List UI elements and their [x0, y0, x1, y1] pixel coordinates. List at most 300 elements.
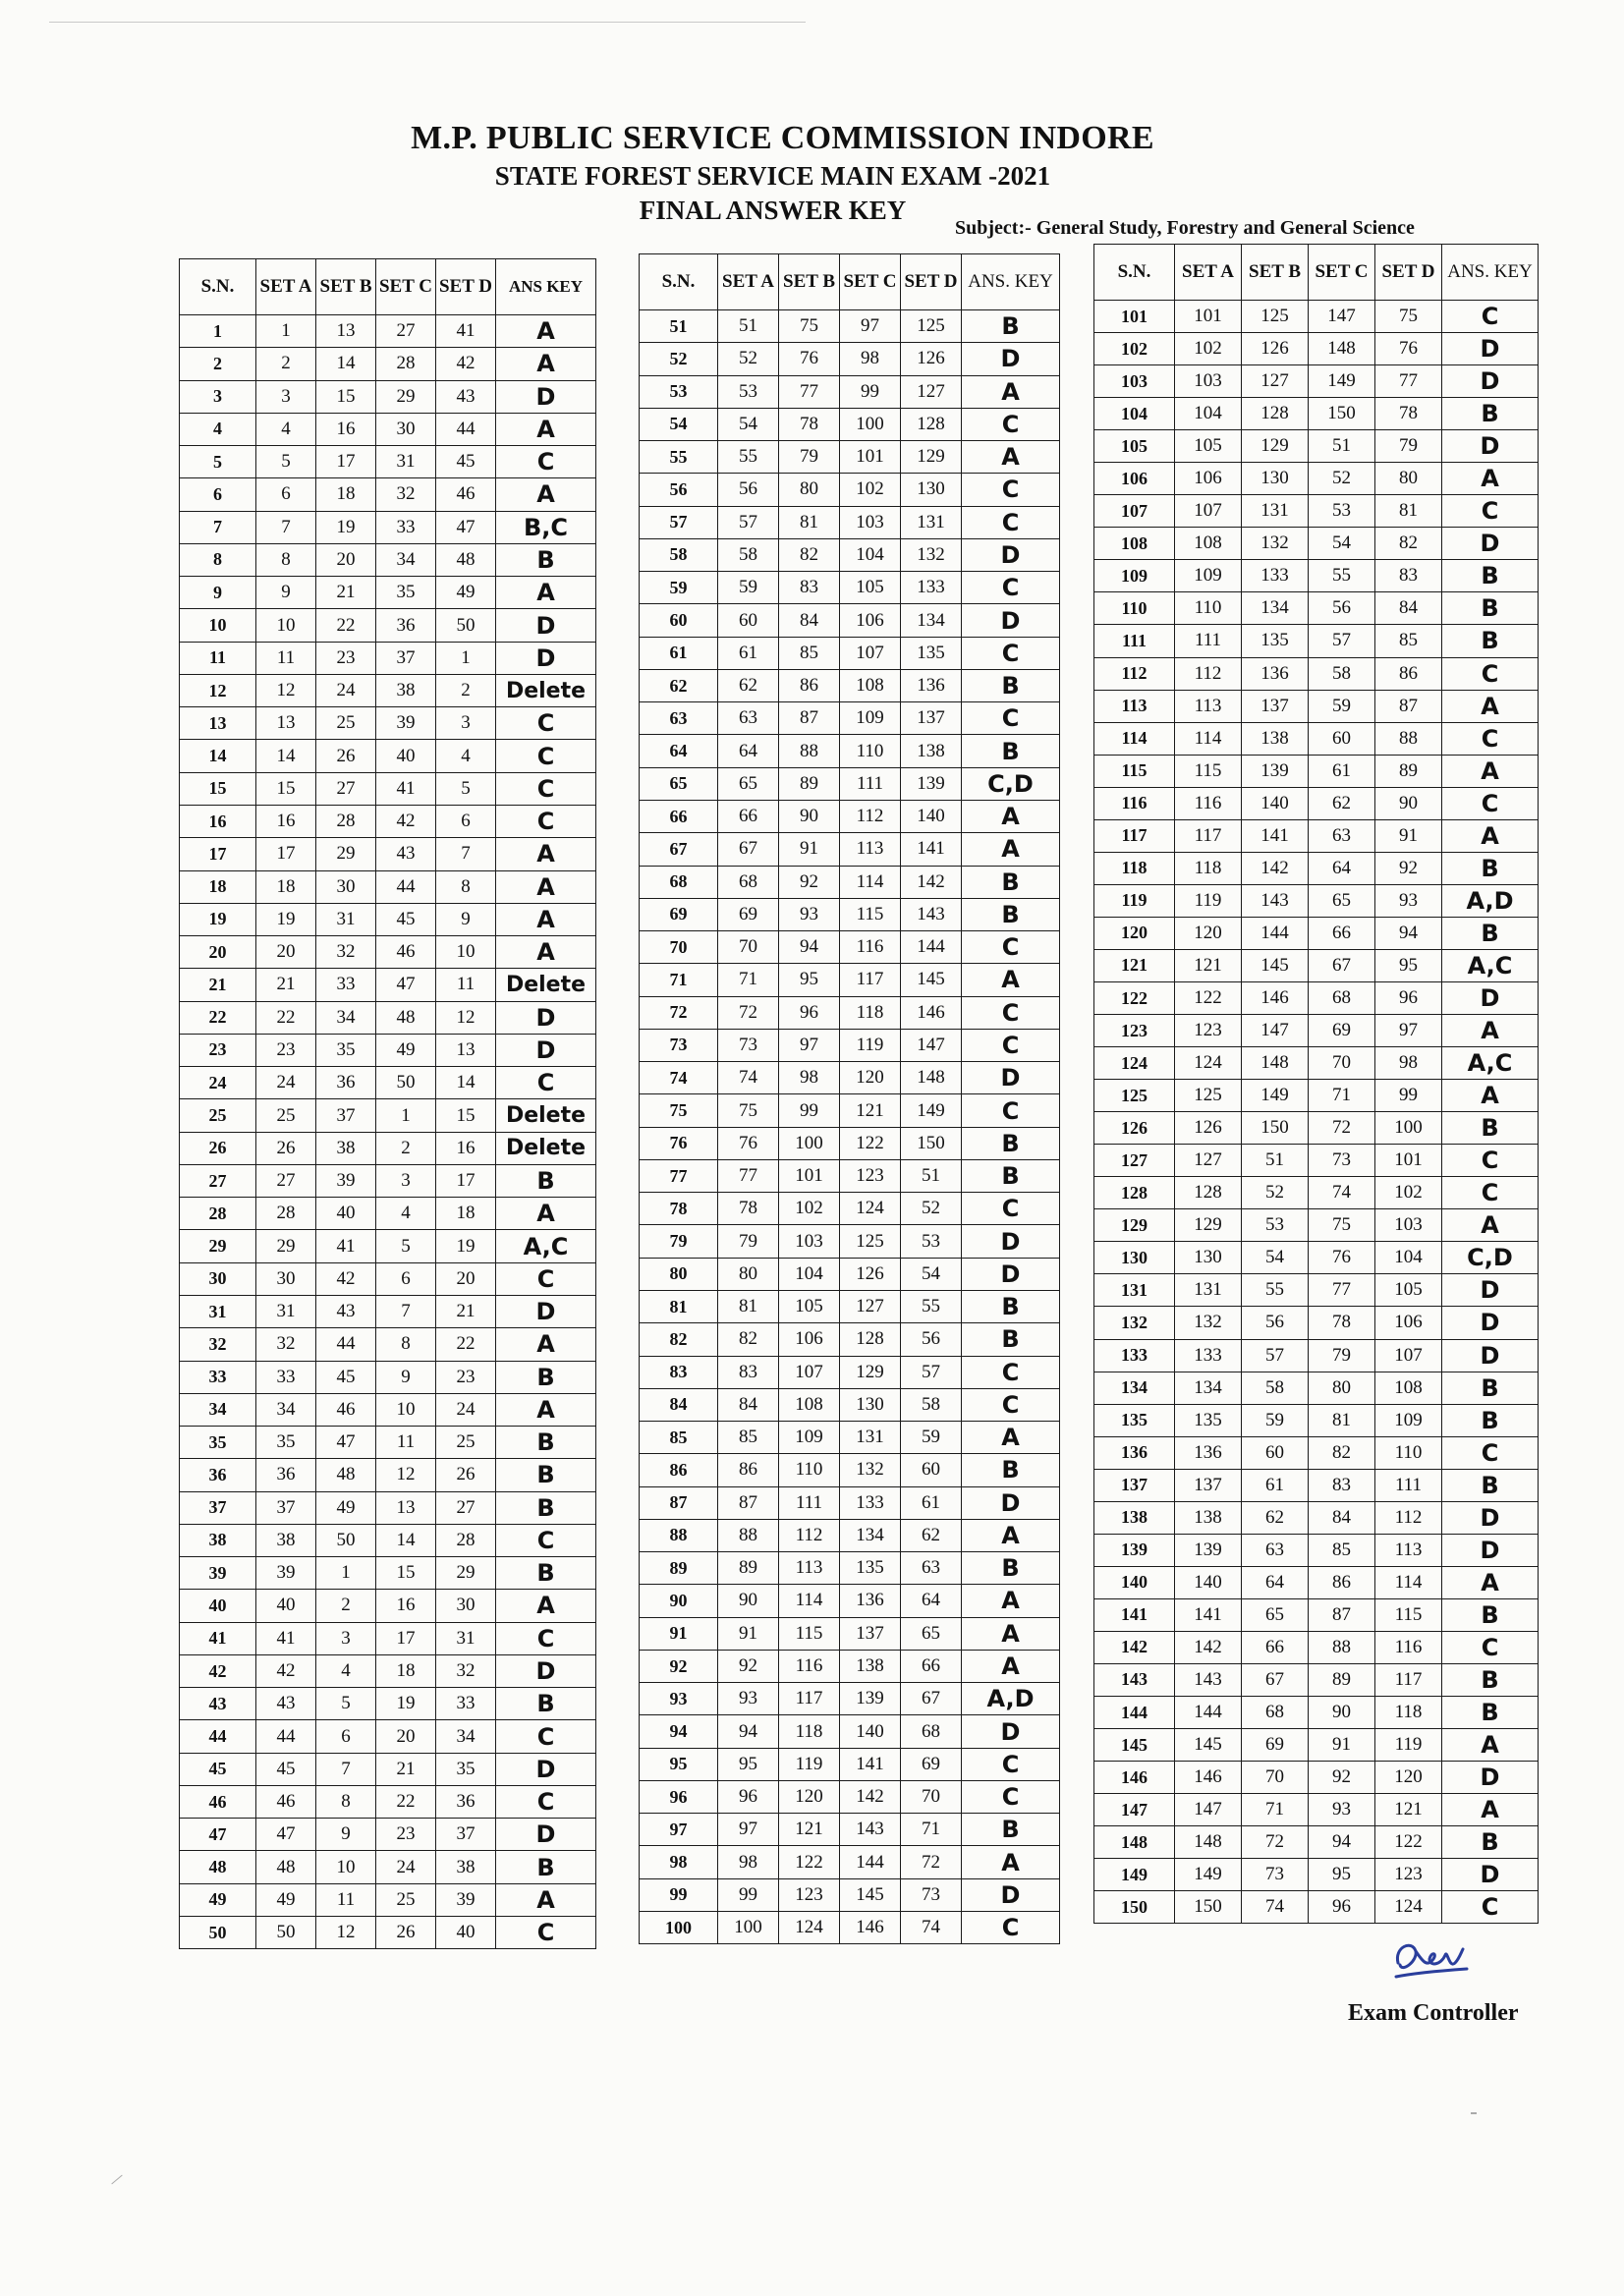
table-row: [640, 375, 1060, 408]
sn-cell: 43: [180, 1688, 256, 1720]
sn-cell: 85: [640, 1422, 718, 1454]
set-a-cell: 45: [256, 1753, 316, 1785]
set-a-cell: 20: [256, 936, 316, 969]
set-d-cell: 125: [901, 310, 962, 343]
set-a-cell: 149: [1175, 1859, 1242, 1891]
answer-cell: B: [496, 1851, 596, 1883]
set-a-cell: 129: [1175, 1209, 1242, 1242]
set-c-cell: 128: [840, 1323, 901, 1356]
set-a-cell: 66: [718, 800, 779, 832]
set-c-cell: 135: [840, 1552, 901, 1585]
set-a-cell: 68: [718, 866, 779, 898]
set-a-cell: 121: [1175, 949, 1242, 981]
answer-cell: A,C: [496, 1230, 596, 1262]
set-d-cell: 92: [1375, 852, 1442, 884]
set-c-cell: 105: [840, 572, 901, 604]
answer-cell: C: [1442, 1436, 1539, 1469]
set-a-cell: 3: [256, 380, 316, 413]
set-b-cell: 135: [1242, 625, 1309, 657]
set-d-cell: 121: [1375, 1794, 1442, 1826]
set-c-cell: 70: [1309, 1047, 1375, 1080]
set-d-cell: 91: [1375, 819, 1442, 852]
set-b-cell: 50: [316, 1524, 376, 1556]
answer-cell: A: [962, 1846, 1060, 1878]
set-c-cell: 65: [1309, 884, 1375, 917]
set-a-cell: 148: [1175, 1826, 1242, 1859]
set-b-cell: 3: [316, 1622, 376, 1654]
set-d-cell: 97: [1375, 1015, 1442, 1047]
signature-mark: [1390, 1933, 1469, 1985]
table-row: [1094, 1339, 1539, 1372]
set-b-cell: 102: [779, 1193, 840, 1225]
sn-cell: 42: [180, 1654, 256, 1687]
sn-cell: 125: [1094, 1080, 1175, 1112]
table-row: [1094, 301, 1539, 333]
answer-cell: D: [496, 1654, 596, 1687]
answer-cell: B: [496, 1557, 596, 1590]
set-b-cell: 20: [316, 543, 376, 576]
set-c-cell: 25: [376, 1883, 436, 1916]
answer-cell: C: [1442, 1177, 1539, 1209]
answer-cell: D: [496, 609, 596, 642]
answer-cell: B: [962, 735, 1060, 767]
sn-cell: 45: [180, 1753, 256, 1785]
set-d-cell: 21: [436, 1295, 496, 1327]
table-row: [640, 1290, 1060, 1322]
answer-cell: B,C: [496, 511, 596, 543]
answer-cell: C: [962, 572, 1060, 604]
set-d-cell: 119: [1375, 1729, 1442, 1762]
set-a-cell: 125: [1175, 1080, 1242, 1112]
set-b-cell: 108: [779, 1388, 840, 1421]
set-b-cell: 115: [779, 1617, 840, 1650]
set-c-cell: 119: [840, 1029, 901, 1061]
set-a-cell: 63: [718, 702, 779, 735]
set-a-cell: 64: [718, 735, 779, 767]
sn-cell: 131: [1094, 1274, 1175, 1307]
sn-cell: 26: [180, 1132, 256, 1164]
set-d-cell: 140: [901, 800, 962, 832]
header-set-d: SET D: [1375, 245, 1442, 301]
table-row: [1094, 1826, 1539, 1859]
sn-cell: 32: [180, 1328, 256, 1361]
set-c-cell: 44: [376, 870, 436, 903]
answer-cell: A: [962, 1519, 1060, 1551]
set-c-cell: 125: [840, 1225, 901, 1258]
set-d-cell: 31: [436, 1622, 496, 1654]
sn-cell: 33: [180, 1361, 256, 1393]
answer-cell: D: [496, 380, 596, 413]
set-c-cell: 115: [840, 898, 901, 930]
set-d-cell: 5: [436, 772, 496, 805]
set-b-cell: 71: [1242, 1794, 1309, 1826]
sn-cell: 72: [640, 996, 718, 1029]
table-row: [180, 1230, 596, 1262]
set-a-cell: 35: [256, 1427, 316, 1459]
answer-cell: A: [1442, 1729, 1539, 1762]
sn-cell: 14: [180, 740, 256, 772]
answer-cell: C: [962, 1356, 1060, 1388]
sn-cell: 137: [1094, 1469, 1175, 1501]
table-row: [640, 637, 1060, 669]
scan-speck: [111, 2175, 122, 2185]
set-c-cell: 80: [1309, 1372, 1375, 1404]
table-row: [640, 1748, 1060, 1780]
set-d-cell: 51: [901, 1159, 962, 1192]
subject-line: Subject:- General Study, Forestry and General Science: [955, 217, 1415, 239]
sn-cell: 106: [1094, 463, 1175, 495]
answer-cell: C: [962, 1193, 1060, 1225]
set-c-cell: 112: [840, 800, 901, 832]
sn-cell: 136: [1094, 1436, 1175, 1469]
answer-cell: A: [1442, 1566, 1539, 1598]
set-d-cell: 126: [901, 343, 962, 375]
set-c-cell: 48: [376, 1001, 436, 1034]
set-a-cell: 55: [718, 441, 779, 474]
set-a-cell: 53: [718, 375, 779, 408]
set-b-cell: 87: [779, 702, 840, 735]
set-c-cell: 82: [1309, 1436, 1375, 1469]
sn-cell: 53: [640, 375, 718, 408]
answer-cell: C: [962, 996, 1060, 1029]
set-c-cell: 19: [376, 1688, 436, 1720]
set-c-cell: 121: [840, 1094, 901, 1127]
set-a-cell: 119: [1175, 884, 1242, 917]
table-row: [180, 1819, 596, 1851]
table-row: [640, 1258, 1060, 1290]
answer-cell: C: [1442, 1891, 1539, 1924]
table-row: [180, 609, 596, 642]
set-d-cell: 134: [901, 604, 962, 637]
set-c-cell: 35: [376, 577, 436, 609]
table-row: [180, 1034, 596, 1066]
answer-cell: B: [962, 866, 1060, 898]
set-c-cell: 49: [376, 1034, 436, 1066]
sn-cell: 30: [180, 1262, 256, 1295]
set-b-cell: 46: [316, 1393, 376, 1426]
set-c-cell: 21: [376, 1753, 436, 1785]
table-row: [180, 1785, 596, 1818]
table-row: [1094, 592, 1539, 625]
answer-cell: B: [962, 310, 1060, 343]
set-d-cell: 111: [1375, 1469, 1442, 1501]
set-c-cell: 23: [376, 1819, 436, 1851]
set-c-cell: 50: [376, 1067, 436, 1099]
set-b-cell: 54: [1242, 1242, 1309, 1274]
sn-cell: 51: [640, 310, 718, 343]
answer-cell: B: [496, 543, 596, 576]
table-row: [180, 446, 596, 478]
set-b-cell: 9: [316, 1819, 376, 1851]
set-a-cell: 51: [718, 310, 779, 343]
set-a-cell: 147: [1175, 1794, 1242, 1826]
sn-cell: 5: [180, 446, 256, 478]
header-sn: S.N.: [180, 259, 256, 315]
set-d-cell: 98: [1375, 1047, 1442, 1080]
set-a-cell: 108: [1175, 528, 1242, 560]
table-row: [1094, 1566, 1539, 1598]
set-b-cell: 82: [779, 538, 840, 571]
set-a-cell: 75: [718, 1094, 779, 1127]
set-a-cell: 83: [718, 1356, 779, 1388]
sn-cell: 81: [640, 1290, 718, 1322]
table-row: [180, 772, 596, 805]
set-a-cell: 79: [718, 1225, 779, 1258]
set-a-cell: 128: [1175, 1177, 1242, 1209]
set-d-cell: 132: [901, 538, 962, 571]
table-row: [640, 1715, 1060, 1748]
answer-cell: C: [962, 702, 1060, 735]
answer-cell: A: [496, 1590, 596, 1622]
header-set-a: SET A: [256, 259, 316, 315]
set-d-cell: 96: [1375, 981, 1442, 1014]
sn-cell: 105: [1094, 430, 1175, 463]
set-b-cell: 78: [779, 408, 840, 440]
table-row: [640, 1846, 1060, 1878]
set-b-cell: 79: [779, 441, 840, 474]
sn-cell: 84: [640, 1388, 718, 1421]
sn-cell: 83: [640, 1356, 718, 1388]
set-a-cell: 118: [1175, 852, 1242, 884]
set-d-cell: 62: [901, 1519, 962, 1551]
answer-cell: B: [1442, 1469, 1539, 1501]
set-b-cell: 129: [1242, 430, 1309, 463]
sn-cell: 11: [180, 642, 256, 674]
answer-cell: C: [962, 506, 1060, 538]
answer-key-table-3: [1093, 244, 1539, 1924]
set-c-cell: 99: [840, 375, 901, 408]
table-row: [1094, 495, 1539, 528]
set-b-cell: 41: [316, 1230, 376, 1262]
set-c-cell: 16: [376, 1590, 436, 1622]
answer-cell: B: [962, 1290, 1060, 1322]
set-c-cell: 46: [376, 936, 436, 969]
sn-cell: 139: [1094, 1534, 1175, 1566]
set-b-cell: 19: [316, 511, 376, 543]
table-row: [1094, 981, 1539, 1014]
set-a-cell: 146: [1175, 1762, 1242, 1794]
set-c-cell: 76: [1309, 1242, 1375, 1274]
table-row: [640, 441, 1060, 474]
sn-cell: 144: [1094, 1697, 1175, 1729]
sn-cell: 75: [640, 1094, 718, 1127]
set-d-cell: 25: [436, 1427, 496, 1459]
table-row: [180, 1524, 596, 1556]
set-c-cell: 114: [840, 866, 901, 898]
answer-cell: C: [962, 1388, 1060, 1421]
set-d-cell: 20: [436, 1262, 496, 1295]
table-row: [180, 380, 596, 413]
table-row: [180, 1622, 596, 1654]
sn-cell: 66: [640, 800, 718, 832]
answer-cell: C: [496, 1524, 596, 1556]
set-b-cell: 49: [316, 1491, 376, 1524]
sn-cell: 56: [640, 474, 718, 506]
set-b-cell: 92: [779, 866, 840, 898]
answer-cell: B: [962, 1552, 1060, 1585]
set-b-cell: 23: [316, 642, 376, 674]
set-c-cell: 81: [1309, 1404, 1375, 1436]
set-b-cell: 96: [779, 996, 840, 1029]
set-c-cell: 75: [1309, 1209, 1375, 1242]
table-row: [640, 1127, 1060, 1159]
set-d-cell: 61: [901, 1486, 962, 1519]
sn-cell: 138: [1094, 1501, 1175, 1534]
set-b-cell: 44: [316, 1328, 376, 1361]
set-b-cell: 67: [1242, 1663, 1309, 1696]
set-c-cell: 27: [376, 315, 436, 348]
set-c-cell: 77: [1309, 1274, 1375, 1307]
table-row: [180, 1099, 596, 1132]
table-row: [180, 543, 596, 576]
table-row: [640, 572, 1060, 604]
table-row: [1094, 690, 1539, 722]
sn-cell: 29: [180, 1230, 256, 1262]
set-a-cell: 141: [1175, 1598, 1242, 1631]
table-header-row: [1094, 245, 1539, 301]
set-d-cell: 12: [436, 1001, 496, 1034]
set-c-cell: 142: [840, 1780, 901, 1813]
answer-cell: D: [1442, 1274, 1539, 1307]
answer-cell: Delete: [496, 1099, 596, 1132]
set-a-cell: 43: [256, 1688, 316, 1720]
set-c-cell: 95: [1309, 1859, 1375, 1891]
set-c-cell: 7: [376, 1295, 436, 1327]
set-b-cell: 86: [779, 669, 840, 701]
set-d-cell: 68: [901, 1715, 962, 1748]
set-b-cell: 149: [1242, 1080, 1309, 1112]
sn-cell: 41: [180, 1622, 256, 1654]
set-d-cell: 81: [1375, 495, 1442, 528]
answer-cell: A: [496, 1328, 596, 1361]
sn-cell: 119: [1094, 884, 1175, 917]
table-row: [1094, 949, 1539, 981]
table-row: [180, 1262, 596, 1295]
sn-cell: 1: [180, 315, 256, 348]
answer-cell: C: [962, 1780, 1060, 1813]
sn-cell: 143: [1094, 1663, 1175, 1696]
set-a-cell: 78: [718, 1193, 779, 1225]
set-d-cell: 64: [901, 1585, 962, 1617]
set-a-cell: 5: [256, 446, 316, 478]
set-a-cell: 15: [256, 772, 316, 805]
table-row: [1094, 430, 1539, 463]
table-header-row: [640, 254, 1060, 310]
answer-cell: B: [1442, 1826, 1539, 1859]
set-c-cell: 3: [376, 1164, 436, 1197]
header-set-a: SET A: [718, 254, 779, 310]
set-c-cell: 126: [840, 1258, 901, 1290]
table-row: [180, 315, 596, 348]
set-a-cell: 117: [1175, 819, 1242, 852]
set-d-cell: 28: [436, 1524, 496, 1556]
sn-cell: 50: [180, 1917, 256, 1949]
set-b-cell: 85: [779, 637, 840, 669]
answer-cell: D: [962, 604, 1060, 637]
set-b-cell: 136: [1242, 657, 1309, 690]
answer-cell: C: [962, 1912, 1060, 1944]
set-c-cell: 137: [840, 1617, 901, 1650]
table-row: [180, 674, 596, 706]
set-b-cell: 81: [779, 506, 840, 538]
sn-cell: 17: [180, 838, 256, 870]
answer-cell: A: [496, 870, 596, 903]
sn-cell: 147: [1094, 1794, 1175, 1826]
set-c-cell: 64: [1309, 852, 1375, 884]
set-c-cell: 6: [376, 1262, 436, 1295]
set-a-cell: 8: [256, 543, 316, 576]
answer-cell: B: [1442, 1697, 1539, 1729]
table-row: [180, 740, 596, 772]
table-row: [640, 1814, 1060, 1846]
set-b-cell: 4: [316, 1654, 376, 1687]
set-c-cell: 124: [840, 1193, 901, 1225]
set-c-cell: 107: [840, 637, 901, 669]
table-row: [640, 1193, 1060, 1225]
answer-cell: A: [496, 838, 596, 870]
set-a-cell: 113: [1175, 690, 1242, 722]
set-c-cell: 146: [840, 1912, 901, 1944]
set-c-cell: 51: [1309, 430, 1375, 463]
table-row: [180, 348, 596, 380]
set-a-cell: 34: [256, 1393, 316, 1426]
sn-cell: 134: [1094, 1372, 1175, 1404]
set-d-cell: 136: [901, 669, 962, 701]
sn-cell: 122: [1094, 981, 1175, 1014]
sn-cell: 46: [180, 1785, 256, 1818]
set-b-cell: 141: [1242, 819, 1309, 852]
set-b-cell: 1: [316, 1557, 376, 1590]
set-c-cell: 32: [376, 478, 436, 511]
set-c-cell: 98: [840, 343, 901, 375]
set-a-cell: 139: [1175, 1534, 1242, 1566]
header-set-a: SET A: [1175, 245, 1242, 301]
answer-cell: D: [496, 1001, 596, 1034]
set-c-cell: 40: [376, 740, 436, 772]
sn-cell: 58: [640, 538, 718, 571]
set-b-cell: 59: [1242, 1404, 1309, 1436]
answer-cell: D: [1442, 1501, 1539, 1534]
set-b-cell: 69: [1242, 1729, 1309, 1762]
sn-cell: 148: [1094, 1826, 1175, 1859]
sn-cell: 107: [1094, 495, 1175, 528]
set-b-cell: 89: [779, 767, 840, 800]
sn-cell: 3: [180, 380, 256, 413]
answer-cell: B: [1442, 1112, 1539, 1145]
set-d-cell: 120: [1375, 1762, 1442, 1794]
set-c-cell: 127: [840, 1290, 901, 1322]
set-d-cell: 108: [1375, 1372, 1442, 1404]
answer-cell: A: [496, 478, 596, 511]
set-b-cell: 100: [779, 1127, 840, 1159]
set-a-cell: 142: [1175, 1631, 1242, 1663]
set-d-cell: 104: [1375, 1242, 1442, 1274]
set-a-cell: 7: [256, 511, 316, 543]
table-row: [180, 1198, 596, 1230]
table-row: [1094, 1436, 1539, 1469]
set-c-cell: 92: [1309, 1762, 1375, 1794]
answer-cell: A: [962, 1617, 1060, 1650]
set-c-cell: 4: [376, 1198, 436, 1230]
set-b-cell: 22: [316, 609, 376, 642]
table-row: [640, 1683, 1060, 1715]
set-a-cell: 132: [1175, 1307, 1242, 1339]
sn-cell: 7: [180, 511, 256, 543]
header-set-c: SET C: [376, 259, 436, 315]
table-row: [640, 1585, 1060, 1617]
set-d-cell: 94: [1375, 917, 1442, 949]
sn-cell: 86: [640, 1454, 718, 1486]
